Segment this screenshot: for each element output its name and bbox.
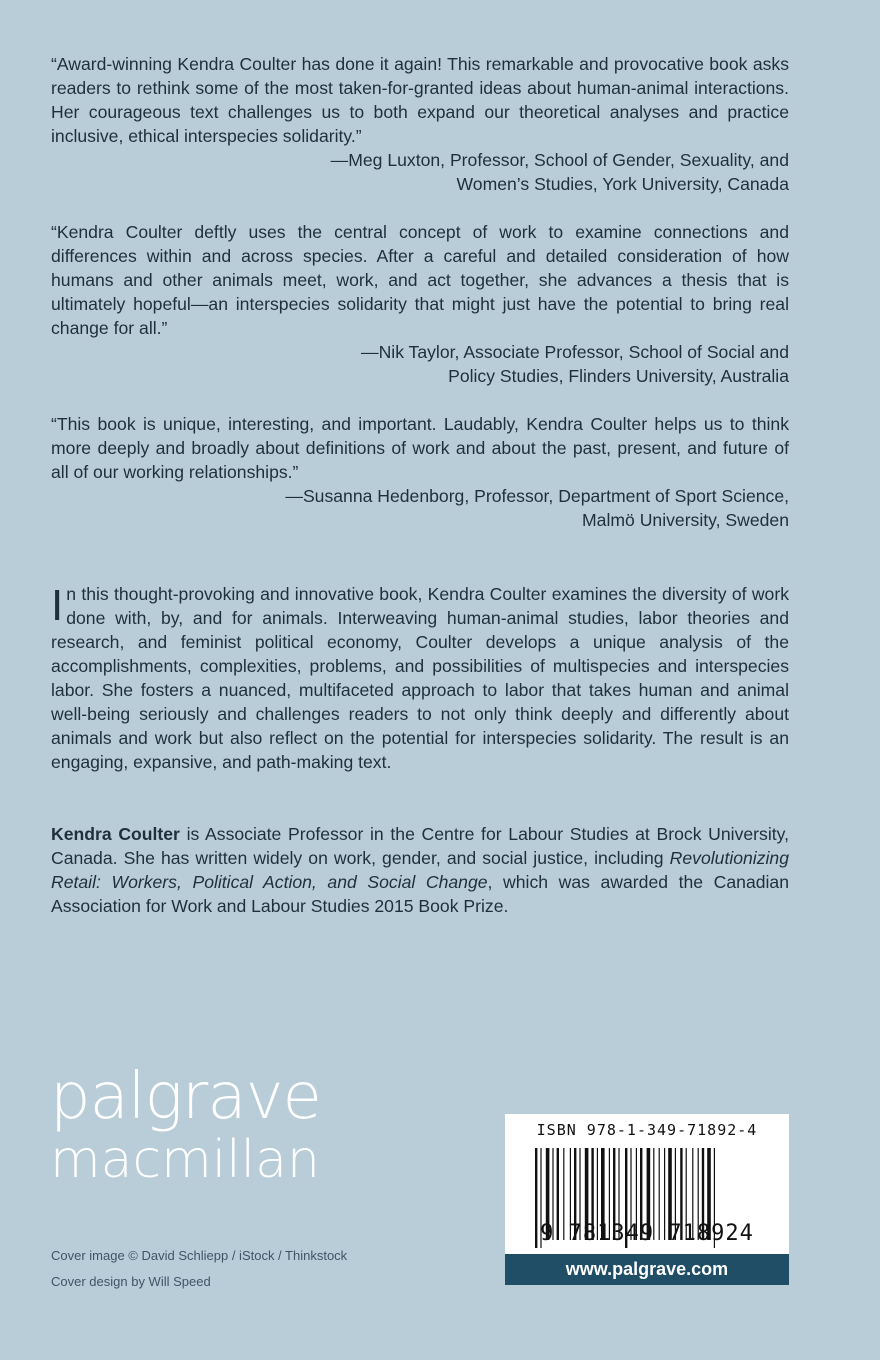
cover-image-credit: Cover image © David Schliepp / iStock / Thinkstock bbox=[51, 1248, 348, 1263]
author-bio-text-end: , which was awarded the Canadian Association for Work and Labour Studies 2015 Book Prize. bbox=[51, 872, 789, 916]
isbn-label: ISBN 978-1-349-71892-4 bbox=[536, 1121, 758, 1139]
book-description-text: n this thought-provoking and innovative book, Kendra Coulter examines the diversity of work done with, by, and for animals. Interweaving human-animal studies, labor theories and research, and feminist political economy, Coulter develops a unique analysis of the accomplishments, complexities, problems, and possibilities of multispecies and interspecies labor. She fosters a nuanced, multifaceted approach to labor that takes human and animal well-being seriously and challenges readers to not only think deeply and differently about animals and work but also reflect on the potential for interspecies solidarity. The result is an engaging, expansive, and path-making text. bbox=[51, 584, 789, 772]
endorsement-attribution bbox=[51, 484, 789, 532]
publisher-logo bbox=[50, 1062, 321, 1188]
endorsement-attribution bbox=[51, 340, 789, 388]
author-book-title: Revolutionizing Retail: Workers, Political Action, and Social Change bbox=[51, 848, 789, 892]
attribution-line: Women’s Studies, York University, Canada bbox=[456, 174, 789, 194]
book-description bbox=[51, 582, 789, 774]
cover-design-credit: Cover design by Will Speed bbox=[51, 1274, 211, 1289]
endorsements bbox=[51, 52, 789, 556]
publisher-logo-line1: palgrave bbox=[50, 1060, 321, 1134]
publisher-logo-line2: macmillan bbox=[50, 1130, 320, 1190]
attribution-line: Policy Studies, Flinders University, Australia bbox=[448, 366, 789, 386]
attribution-line: —Nik Taylor, Associate Professor, School of Social and bbox=[360, 342, 789, 362]
endorsement bbox=[51, 220, 789, 388]
endorsement-quote: “This book is unique, interesting, and important. Laudably, Kendra Coulter helps us to think more deeply and broadly about definitions of work and about the past, present, and future of all of our working relationships.” bbox=[51, 414, 789, 482]
barcode-number: 9 781349 718924 bbox=[540, 1221, 754, 1246]
isbn-barcode-box bbox=[505, 1114, 789, 1285]
endorsement bbox=[51, 52, 789, 196]
attribution-line: Malmö University, Sweden bbox=[582, 510, 789, 530]
drop-cap: I bbox=[51, 581, 64, 630]
author-bio-text: is Associate Professor in the Centre for Labour Studies at Brock University, Canada. She has written widely on work, gender, and social justice, including bbox=[51, 824, 789, 868]
publisher-url[interactable]: www.palgrave.com bbox=[505, 1254, 789, 1285]
author-bio bbox=[51, 822, 789, 918]
endorsement bbox=[51, 412, 789, 532]
author-name: Kendra Coulter bbox=[51, 824, 180, 844]
endorsement-attribution bbox=[51, 148, 789, 196]
attribution-line: —Susanna Hedenborg, Professor, Department of Sport Science, bbox=[285, 486, 789, 506]
attribution-line: —Meg Luxton, Professor, School of Gender, Sexuality, and bbox=[330, 150, 789, 170]
endorsement-quote: “Kendra Coulter deftly uses the central concept of work to examine connections and differences within and across species. After a careful and detailed consideration of how humans and other animals meet, work, and act together, she advances a thesis that is ultimately hopeful—an interspecies solidarity that might just have the potential to bring real change for all.” bbox=[51, 222, 789, 338]
endorsement-quote: “Award-winning Kendra Coulter has done it again! This remarkable and provocative book asks readers to rethink some of the most taken-for-granted ideas about human-animal interactions. Her courageous text challenges us to both expand our theoretical analyses and practice inclusive, ethical interspecies solidarity.” bbox=[51, 54, 789, 146]
cover-credits bbox=[51, 1243, 347, 1295]
